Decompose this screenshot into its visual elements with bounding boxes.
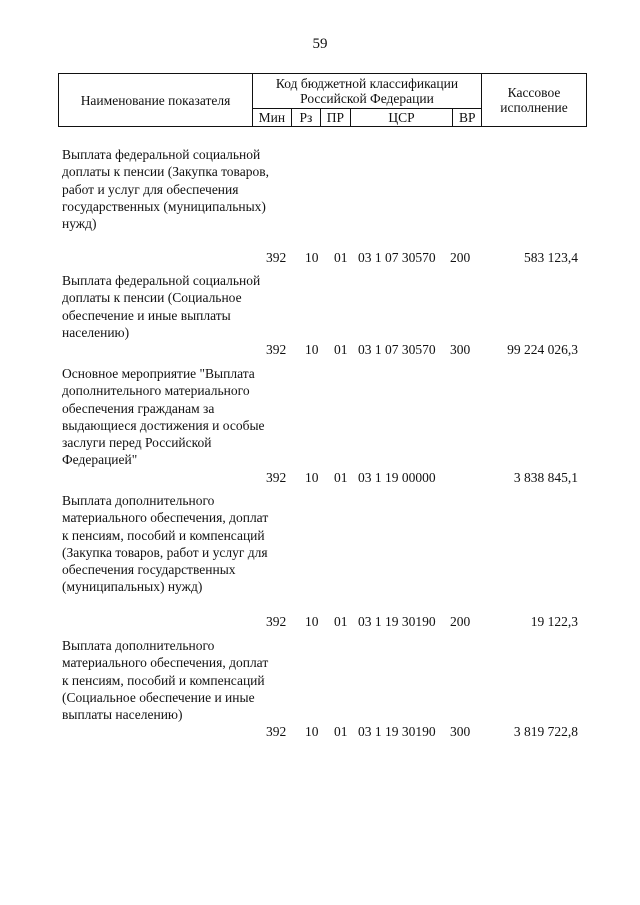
row-name: Основное мероприятие "Выплата дополнительного материального обеспечения гражданам за выдающиеся достижения и особые заслуги перед Российской Федерацией" [62, 366, 265, 468]
row-name: Выплата федеральной социальной доплаты к пенсии (Закупка товаров, работ и услуг для обеспечения государственных (муниципальных) нужд) [62, 147, 269, 232]
row-amount: 99 224 026,3 [507, 342, 578, 357]
header-code-group: Код бюджетной классификации Российской Федерации [253, 74, 482, 109]
row-pr: 01 [334, 342, 348, 357]
row-pr: 01 [334, 724, 348, 739]
row-csr: 03 1 07 30570 [358, 342, 436, 357]
row-vr: 300 [450, 724, 471, 739]
row-name: Выплата дополнительного материального обеспечения, доплат к пенсиям, пособий и компенсаций (Закупка товаров, работ и услуг для обеспечения государственных (муниципальных) нужд) [62, 493, 269, 595]
row-vr: 300 [450, 342, 471, 357]
row-amount: 3 838 845,1 [513, 470, 578, 485]
header-amount-column: Кассовое исполнение [482, 74, 587, 127]
row-rz: 10 [305, 470, 319, 485]
header-rz: Рз [291, 109, 321, 127]
row-rz: 10 [305, 614, 319, 629]
row-min: 392 [266, 724, 287, 739]
page-number: 59 [312, 36, 328, 52]
row-rz: 10 [305, 342, 319, 357]
row-vr: 200 [450, 614, 471, 629]
row-pr: 01 [334, 614, 348, 629]
row-rz: 10 [305, 250, 319, 265]
row-amount: 3 819 722,8 [513, 724, 578, 739]
header-vr: ВР [453, 109, 482, 127]
row-min: 392 [266, 342, 287, 357]
row-vr: 200 [450, 250, 471, 265]
row-csr: 03 1 19 00000 [358, 470, 436, 485]
row-min: 392 [266, 470, 287, 485]
row-amount: 583 123,4 [524, 250, 578, 265]
row-csr: 03 1 19 30190 [358, 724, 436, 739]
row-min: 392 [266, 250, 287, 265]
row-min: 392 [266, 614, 287, 629]
row-pr: 01 [334, 470, 348, 485]
row-pr: 01 [334, 250, 348, 265]
header-pr: ПР [321, 109, 351, 127]
header-min: Мин [253, 109, 292, 127]
row-name: Выплата дополнительного материального обеспечения, доплат к пенсиям, пособий и компенсаций (Социальное обеспечение и иные выплаты населению) [62, 638, 269, 723]
row-amount: 19 122,3 [530, 614, 578, 629]
row-rz: 10 [305, 724, 319, 739]
header-name-column: Наименование показателя [59, 74, 253, 127]
header-csr: ЦСР [350, 109, 453, 127]
row-name: Выплата федеральной социальной доплаты к пенсии (Социальное обеспечение и иные выплаты населению) [62, 273, 261, 340]
row-csr: 03 1 19 30190 [358, 614, 436, 629]
row-csr: 03 1 07 30570 [358, 250, 436, 265]
